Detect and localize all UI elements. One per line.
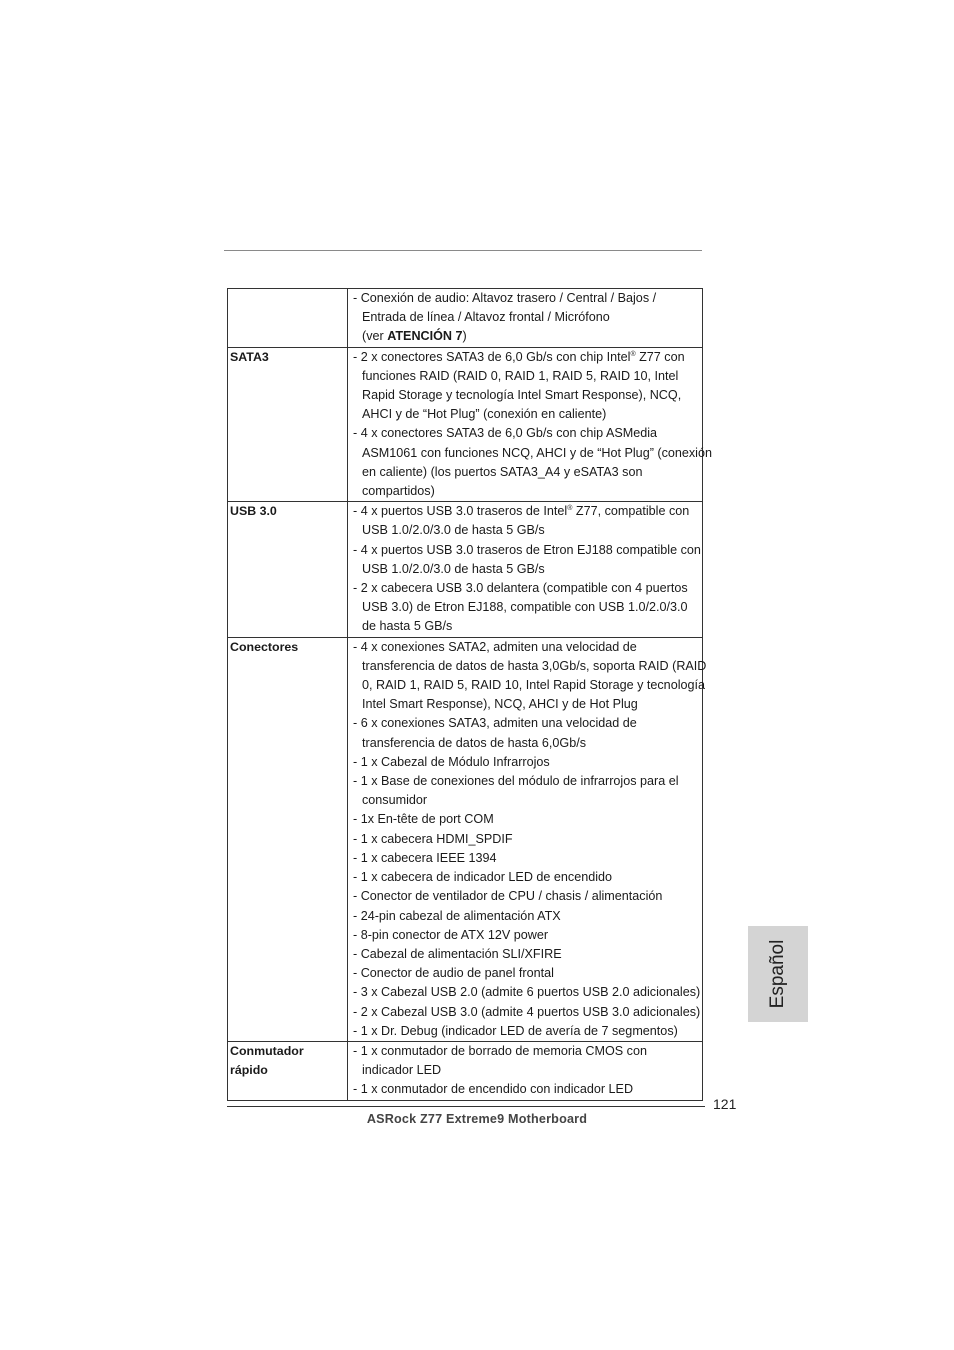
- spec-line: - 1 x Dr. Debug (indicador LED de avería de 7 segmentos): [353, 1023, 678, 1038]
- spec-line: - Cabezal de alimentación SLI/XFIRE: [353, 946, 562, 961]
- spec-line: [353, 502, 702, 521]
- spec-line: USB 1.0/2.0/3.0 de hasta 5 GB/s: [362, 523, 545, 538]
- registered-mark: ®: [630, 350, 636, 358]
- page-number: 121: [713, 1096, 737, 1112]
- spec-label-line: rápido: [230, 1063, 268, 1078]
- spec-line: - 1x En-tête de port COM: [353, 812, 494, 827]
- spec-label-text: USB 3.0: [230, 504, 277, 519]
- spec-line: - 1 x conmutador de encendido con indicador LED: [353, 1082, 634, 1097]
- spec-line: - 4 x puertos USB 3.0 traseros de Etron EJ188 compatible con: [353, 542, 701, 557]
- spec-line: - 1 x conmutador de borrado de memoria CMOS con: [353, 1043, 647, 1058]
- spec-line: - 1 x Cabezal de Módulo Infrarrojos: [353, 754, 550, 769]
- spec-row: [228, 289, 703, 348]
- spec-line: Rapid Storage y tecnología Intel Smart Response), NCQ,: [362, 388, 682, 403]
- spec-line: - 1 x Base de conexiones del módulo de infrarrojos para el: [353, 774, 679, 789]
- spec-line: - 6 x conexiones SATA3, admiten una velocidad de: [353, 716, 637, 731]
- spec-line: de hasta 5 GB/s: [362, 619, 453, 634]
- spec-line: AHCI y de “Hot Plug” (conexión en caliente): [362, 407, 607, 422]
- registered-mark: ®: [567, 505, 573, 513]
- spec-line: - 3 x Cabezal USB 2.0 (admite 6 puertos USB 2.0 adicionales): [353, 985, 701, 1000]
- spec-label: [228, 289, 348, 348]
- spec-value: [348, 502, 703, 637]
- spec-line: - 1 x cabecera de indicador LED de encendido: [353, 870, 613, 885]
- spec-label-text: SATA3: [230, 349, 269, 364]
- spec-line: indicador LED: [362, 1063, 442, 1078]
- emphasis-text: ATENCIÓN 7: [387, 329, 463, 344]
- spec-text: - 4 x puertos USB 3.0 traseros de Intel: [353, 504, 568, 519]
- spec-line: funciones RAID (RAID 0, RAID 1, RAID 5, RAID 10, Intel: [362, 368, 679, 383]
- spec-line: - 8-pin conector de ATX 12V power: [353, 927, 549, 942]
- spec-line: - 2 x Cabezal USB 3.0 (admite 4 puertos USB 3.0 adicionales): [353, 1004, 701, 1019]
- spec-line: - 1 x cabecera IEEE 1394: [353, 850, 497, 865]
- spec-line: transferencia de datos de hasta 6,0Gb/s: [362, 735, 587, 750]
- spec-value: [348, 1041, 703, 1100]
- spec-line: Intel Smart Response), NCQ, AHCI y de Hot Plug: [362, 697, 638, 712]
- spec-label-line: Conmutador: [230, 1043, 304, 1058]
- spec-line: [353, 327, 702, 346]
- spec-text: Z77, compatible con: [572, 504, 690, 519]
- top-divider: [224, 250, 702, 251]
- spec-line: en caliente) (los puertos SATA3_A4 y eSATA3 son: [362, 464, 643, 479]
- spec-value: [348, 289, 703, 348]
- spec-line: - Conexión de audio: Altavoz trasero / Central / Bajos /: [353, 291, 657, 305]
- spec-line: - 4 x conectores SATA3 de 6,0 Gb/s con chip ASMedia: [353, 426, 658, 441]
- specifications-table-body: [228, 289, 712, 1101]
- language-tab-label: Español: [767, 939, 788, 1009]
- footer-title: ASRock Z77 Extreme9 Motherboard: [366, 1112, 588, 1126]
- spec-line: - Conector de ventilador de CPU / chasis / alimentación: [353, 889, 663, 904]
- spec-line: consumidor: [362, 793, 428, 808]
- spec-line: - 1 x cabecera HDMI_SPDIF: [353, 831, 513, 846]
- spec-line: USB 3.0) de Etron EJ188, compatible con USB 1.0/2.0/3.0: [362, 600, 688, 615]
- spec-label: [228, 347, 348, 502]
- spec-row: [228, 1041, 703, 1100]
- spec-label: [228, 502, 348, 637]
- spec-line: transferencia de datos de hasta 3,0Gb/s, soporta RAID (RAID: [362, 658, 707, 673]
- spec-row: [228, 347, 703, 502]
- spec-line: ASM1061 con funciones NCQ, AHCI y de “Hot Plug” (conexión: [362, 445, 712, 460]
- spec-text: Z77 con: [635, 349, 685, 364]
- spec-label: [228, 1041, 348, 1100]
- spec-text: ): [462, 329, 467, 344]
- spec-label-text: Conectores: [230, 639, 299, 654]
- spec-line: - 2 x cabecera USB 3.0 delantera (compatible con 4 puertos: [353, 581, 688, 596]
- spec-line: - 4 x conexiones SATA2, admiten una velocidad de: [353, 639, 637, 654]
- spec-line: compartidos): [362, 484, 435, 499]
- spec-line: Entrada de línea / Altavoz frontal / Micrófono: [362, 310, 610, 325]
- spec-row: [228, 637, 703, 1041]
- spec-line: USB 1.0/2.0/3.0 de hasta 5 GB/s: [362, 561, 545, 576]
- spec-line: [353, 348, 702, 367]
- specifications-table: [227, 288, 712, 1101]
- spec-line: - Conector de audio de panel frontal: [353, 966, 554, 981]
- spec-value: [348, 637, 707, 1041]
- spec-label: [228, 637, 348, 1041]
- spec-text: (ver: [362, 329, 388, 344]
- footer-divider: [227, 1106, 705, 1107]
- spec-line: 0, RAID 1, RAID 5, RAID 10, Intel Rapid Storage y tecnología: [362, 678, 706, 693]
- spec-value: [348, 347, 712, 502]
- spec-line: - 24-pin cabezal de alimentación ATX: [353, 908, 561, 923]
- spec-row: [228, 502, 703, 637]
- spec-text: - 2 x conectores SATA3 de 6,0 Gb/s con chip Intel: [353, 349, 631, 364]
- language-tab: [748, 926, 808, 1022]
